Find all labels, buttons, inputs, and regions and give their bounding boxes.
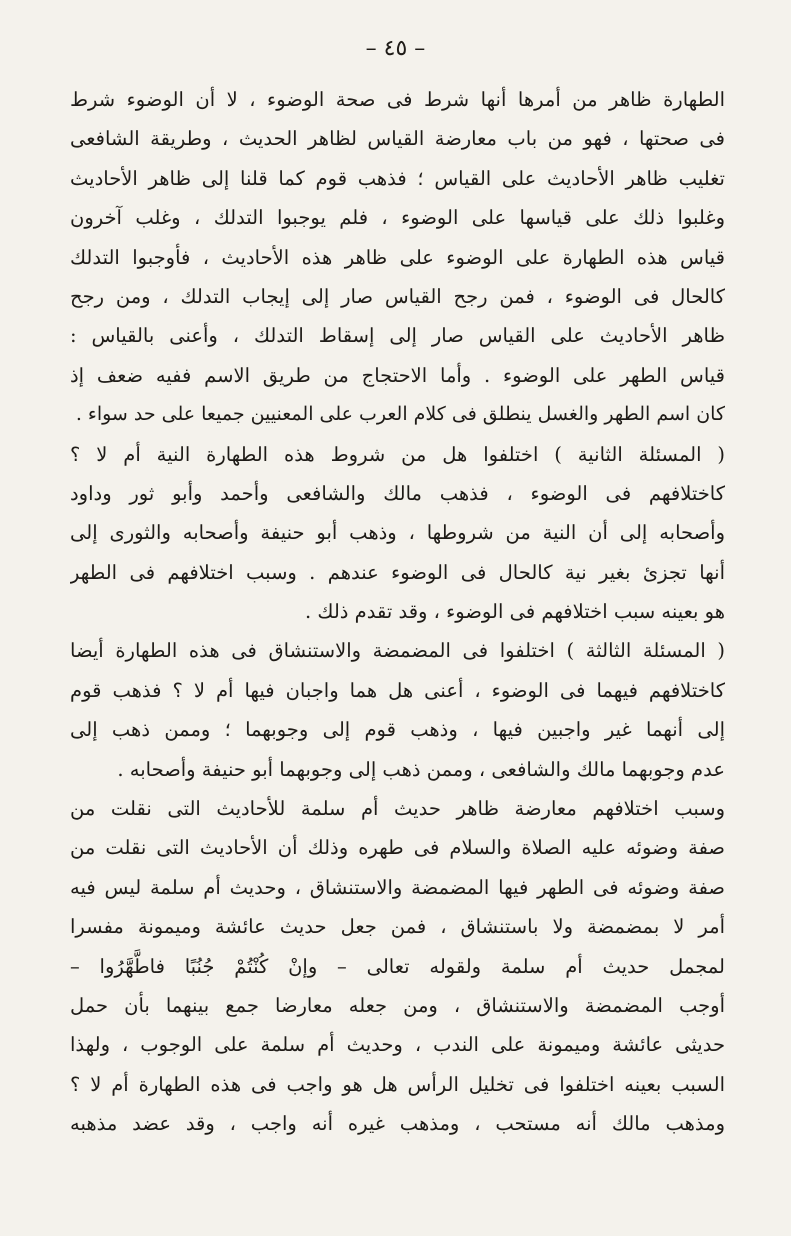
text-line: كان اسم الطهر والغسل ينطلق فى كلام العرب على المعنيين جميعا على حد سواء . [75,403,725,426]
text-line: صفة وضوئه عليه الصلاة والسلام فى طهره وذلك أن الأحاديث التى نقلت من [70,836,725,860]
text-line: هو بعينه سبب اختلافهم فى الوضوء ، وقد تقدم ذلك . [305,600,725,624]
text-line: عدم وجوبهما مالك والشافعى ، وممن ذهب إلى وجوبهما أبو حنيفة وأصحابه . [117,757,725,781]
text-line: لمجمل حديث أم سلمة ولقوله تعالى – وإنْ كُنْتُمْ جُنُبًا فاطَّهَّرُوا – [70,954,725,978]
text-line: كالحال فى الوضوء ، فمن رجح القياس صار إلى إيجاب التدلك ، ومن رجح [70,284,725,308]
text-line: ( المسئلة الثالثة ) اختلفوا فى المضمضة والاستنشاق فى هذه الطهارة أيضا [70,639,725,663]
text-line: أمر لا بمضمضة ولا باستنشاق ، فمن جعل حديث عائشة وميمونة مفسرا [70,915,725,939]
text-line: السبب بعينه اختلفوا فى تخليل الرأس هل هو واجب فى هذه الطهارة أم لا ؟ [70,1072,725,1096]
text-line: فى صحتها ، فهو من باب معارضة القياس لظاهر الحديث ، وطريقة الشافعى [70,127,725,151]
text-line: الطهارة ظاهر من أمرها أنها شرط فى صحة الوضوء ، لا أن الوضوء شرط [70,88,725,111]
text-line: ومذهب مالك أنه مستحب ، ومذهب غيره أنه واجب ، وقد عضد مذهبه [70,1112,725,1136]
text-line: ( المسئلة الثانية ) اختلفوا هل من شروط هذه الطهارة النية أم لا ؟ [70,442,725,466]
text-line: ظاهر الأحاديث على القياس صار إلى إسقاط التدلك ، وأعنى بالقياس : [70,324,725,348]
text-line: قياس هذه الطهارة على الوضوء على ظاهر هذه الأحاديث ، فأوجبوا التدلك [70,245,725,269]
text-line: كاختلافهم فيهما فى الوضوء ، أعنى هل هما واجبان فيها أم لا ؟ فذهب قوم [70,678,725,702]
text-line: أوجب المضمضة والاستنشاق ، ومن جعله معارضا جمع بينهما بأن حمل [70,993,725,1017]
text-line: صفة وضوئه فى الطهر فيها المضمضة والاستنشاق ، وحديث أم سلمة ليس فيه [70,875,725,899]
page-text [70,80,725,1144]
page-number: – ٤٥ – [365,36,426,61]
text-line: تغليب ظاهر الأحاديث على القياس ؛ فذهب قوم كما قلنا إلى ظاهر الأحاديث [70,166,725,190]
text-line: قياس الطهر على الوضوء . وأما الاحتجاج من طريق الاسم ففيه ضعف إذ [70,363,725,387]
text-line: وأصحابه إلى أن النية من شروطها ، وذهب أبو حنيفة وأصحابه والثورى إلى [70,521,725,545]
text-line: وغلبوا ذلك على قياسها على الوضوء ، فلم يوجبوا التدلك ، وغلب آخرون [70,206,725,230]
text-line: كاختلافهم فى الوضوء ، فذهب مالك والشافعى وأحمد وأبو ثور وداود [70,481,725,505]
text-line: إلى أنهما غير واجبين فيها ، وذهب قوم إلى وجوبهما ؛ وممن ذهب إلى [70,718,725,742]
text-line: أنها تجزئ بغير نية كالحال فى الوضوء عندهم . وسبب اختلافهم فى الطهر [70,560,725,584]
text-line: وسبب اختلافهم معارضة ظاهر حديث أم سلمة للأحاديث التى نقلت من [70,797,725,821]
text-line: حديثى عائشة وميمونة على الندب ، وحديث أم سلمة على الوجوب ، ولهذا [70,1033,725,1057]
